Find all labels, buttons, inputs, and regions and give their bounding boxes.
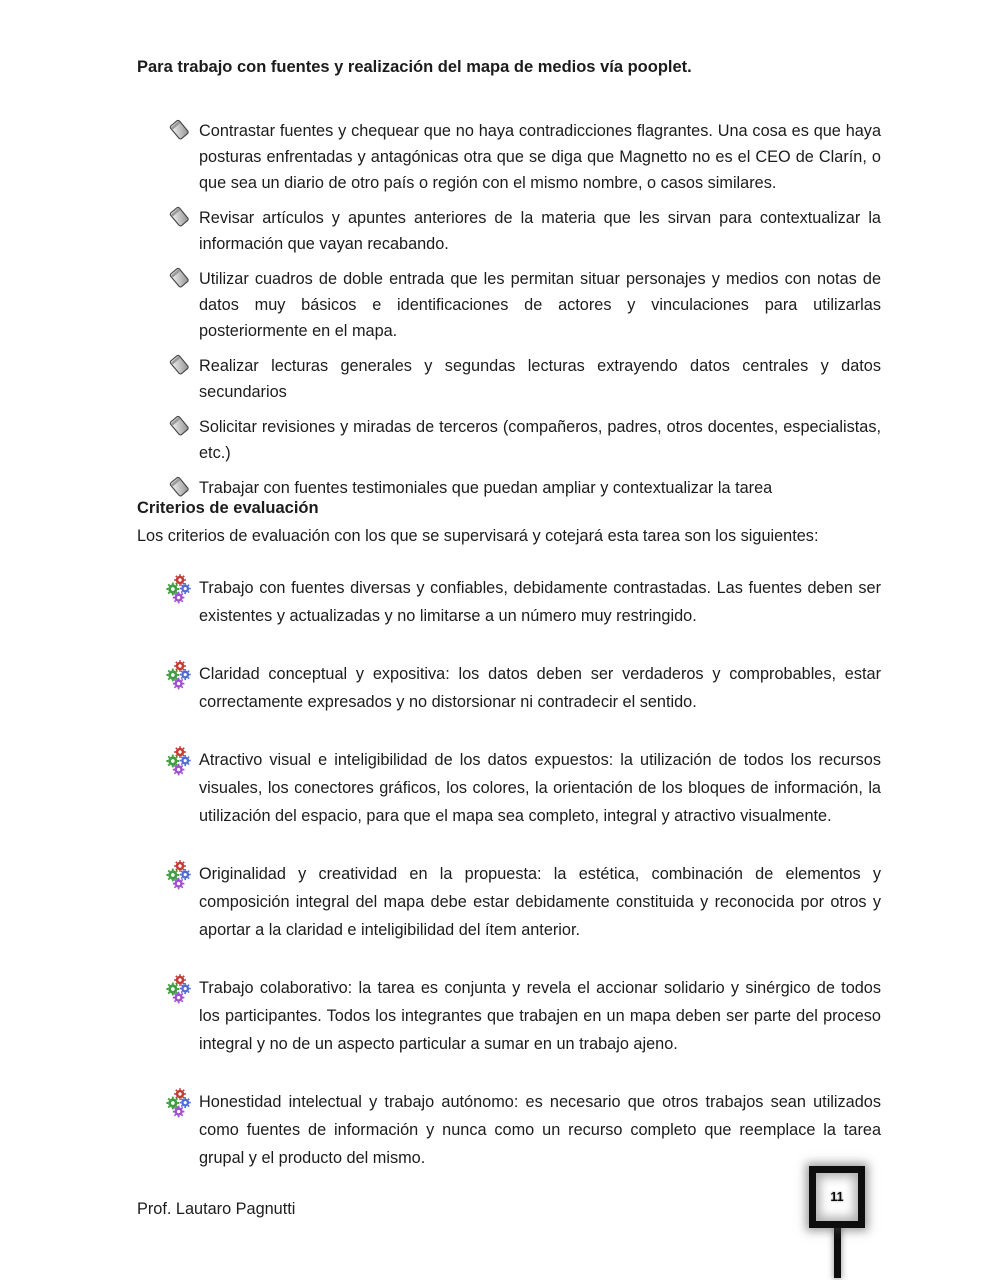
list-item (137, 414, 881, 466)
list-item (137, 205, 881, 257)
note-icon (168, 119, 190, 141)
list-item-text: Claridad conceptual y expositiva: los datos deben ser verdaderos y comprobables, estar correctamente expresados y no distorsionar ni contradecir el sentido. (199, 665, 881, 711)
list-item-text: Solicitar revisiones y miradas de terceros (compañeros, padres, otros docentes, especialistas, etc.) (199, 418, 881, 462)
sources-task-list (137, 118, 881, 510)
gears-icon (166, 973, 193, 1005)
list-item (137, 974, 881, 1058)
note-icon (168, 206, 190, 228)
list-item-text: Revisar artículos y apuntes anteriores de la materia que les sirvan para contextualizar la información que vayan recabando. (199, 209, 881, 253)
list-item-text: Contrastar fuentes y chequear que no haya contradicciones flagrantes. Una cosa es que haya posturas enfrentadas y antagónicas otra que se diga que Magnetto no es el CEO de Clarín, o que sea un diario de otro país o región con el mismo nombre, o casos similares. (199, 122, 881, 192)
list-item-text: Atractivo visual e inteligibilidad de los datos expuestos: la utilización de todos los recursos visuales, los conectores gráficos, los colores, la orientación de los bloques de información, la utilización del espacio, para que el mapa sea completo, integral y atractivo visualmente. (199, 751, 881, 825)
criteria-list (137, 574, 881, 1202)
list-item (137, 574, 881, 630)
gears-icon (166, 859, 193, 891)
list-item-text: Originalidad y creatividad en la propuesta: la estética, combinación de elementos y composición integral del mapa debe estar debidamente constituida y reconocida por otros y aportar a la claridad e inteligibilidad del ítem anterior. (199, 865, 881, 939)
gears-icon (166, 745, 193, 777)
page-number: 11 (830, 1190, 844, 1204)
list-item (137, 746, 881, 830)
criteria-intro: Los criterios de evaluación con los que se supervisará y cotejará esta tarea son los siguientes: (137, 527, 819, 545)
gears-icon (166, 1087, 193, 1119)
list-item-text: Realizar lecturas generales y segundas lecturas extrayendo datos centrales y datos secundarios (199, 357, 881, 401)
note-icon (168, 415, 190, 437)
criteria-heading: Criterios de evaluación (137, 499, 319, 517)
list-item-text: Trabajar con fuentes testimoniales que puedan ampliar y contextualizar la tarea (199, 479, 773, 497)
page-number-post (834, 1228, 841, 1278)
note-icon (168, 354, 190, 376)
list-item (137, 353, 881, 405)
list-item (137, 1088, 881, 1172)
list-item-text: Honestidad intelectual y trabajo autónomo: es necesario que otros trabajos sean utilizados como fuentes de información y nunca como un recurso completo que reemplace la tarea grupal y el producto del mismo. (199, 1093, 881, 1167)
list-item-text: Trabajo con fuentes diversas y confiables, debidamente contrastadas. Las fuentes deben ser existentes y actualizadas y no limitarse a un número muy restringido. (199, 579, 881, 625)
page-number-sign (804, 1166, 870, 1280)
note-icon (168, 476, 190, 498)
list-item-text: Utilizar cuadros de doble entrada que les permitan situar personajes y medios con notas de datos muy básicos e identificaciones de actores y vinculaciones para utilizarlas posteriormente en el mapa. (199, 270, 881, 340)
list-item-text: Trabajo colaborativo: la tarea es conjunta y revela el accionar solidario y sinérgico de todos los participantes. Todos los integrantes que trabajen en un mapa deben ser parte del proceso integral y no de un aspecto particular a sumar en un trabajo ajeno. (199, 979, 881, 1053)
page-title: Para trabajo con fuentes y realización del mapa de medios vía pooplet. (137, 58, 692, 76)
gears-icon (166, 573, 193, 605)
page-number-board (809, 1166, 865, 1228)
gears-icon (166, 659, 193, 691)
list-item (137, 660, 881, 716)
list-item (137, 266, 881, 344)
note-icon (168, 267, 190, 289)
author-footer: Prof. Lautaro Pagnutti (137, 1200, 296, 1218)
list-item (137, 860, 881, 944)
list-item (137, 118, 881, 196)
